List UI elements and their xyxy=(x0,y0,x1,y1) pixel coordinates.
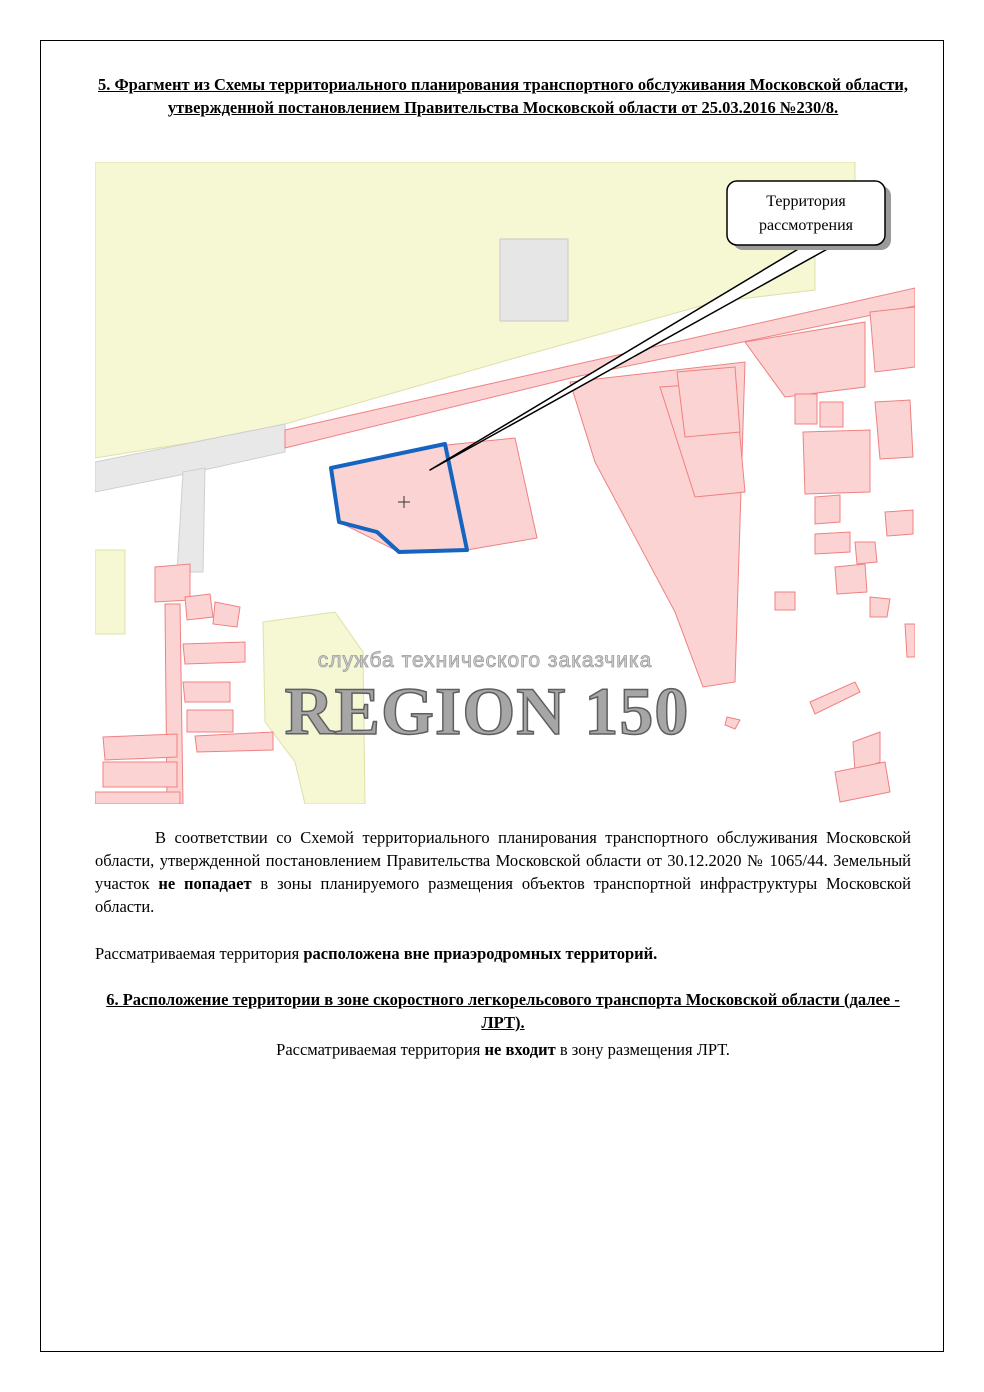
parcel-w3 xyxy=(185,594,213,620)
parcel-r9 xyxy=(885,510,913,536)
parcel-r15 xyxy=(905,624,915,657)
paragraph-bold: расположена вне приаэродромных территорий. xyxy=(303,944,658,963)
parcel-w7 xyxy=(187,710,233,732)
parcel-w8 xyxy=(195,732,273,752)
parcel-w10 xyxy=(103,762,177,787)
watermark-small: служба технического заказчика xyxy=(317,649,653,672)
section-5-heading: 5. Фрагмент из Схемы территориального планирования транспортного обслуживания Московской области, утвержденной постановлением Правительства Московской области от 25.03.2016 №230/8. xyxy=(98,75,908,117)
callout-box xyxy=(727,181,885,245)
watermark-big: REGION 150 xyxy=(284,673,690,749)
grey-block xyxy=(500,239,568,321)
parcel-r3 xyxy=(677,367,740,437)
paragraph-text: В соответствии со Схемой территориального планирования транспортного обслуживания Московской области, утвержденной постановлением Правительства Московской области от 30.12.2020 № 1065/44. Земельный участок xyxy=(95,828,911,893)
parcel-r2 xyxy=(870,307,915,372)
callout-line-1: Территория xyxy=(766,193,846,210)
parcel-r13 xyxy=(775,592,795,610)
parcel-w6 xyxy=(183,682,230,702)
paragraph-bold: не входит xyxy=(484,1040,556,1059)
paragraph-lrt xyxy=(95,1038,911,1061)
section-6-heading: 6. Расположение территории в зоне скоростного легкорельсового транспорта Московской области (далее - ЛРТ). xyxy=(106,990,900,1032)
parcel-w4 xyxy=(213,602,240,627)
paragraph-aerodrome xyxy=(95,942,911,965)
parcel-r12 xyxy=(835,564,867,594)
parcel-r4 xyxy=(803,430,870,494)
callout-line-2: рассмотрения xyxy=(759,217,853,234)
parcel-w9 xyxy=(103,734,177,760)
paragraph-text: Рассматриваемая территория xyxy=(276,1040,485,1059)
parcel-w11 xyxy=(95,792,180,804)
parcel-r8 xyxy=(815,495,840,524)
parcel-r11 xyxy=(855,542,877,564)
map-fragment xyxy=(95,162,915,804)
parcel-r14 xyxy=(870,597,890,617)
parcel-w1 xyxy=(155,564,190,602)
parcel-r10 xyxy=(815,532,850,554)
parcel-r6 xyxy=(795,394,817,424)
parcel-r5 xyxy=(875,400,913,459)
parcel-w5 xyxy=(183,642,245,664)
parcel-r7 xyxy=(820,402,843,427)
paragraph-bold: не попадает xyxy=(158,874,252,893)
paragraph-text: в зону размещения ЛРТ. xyxy=(555,1040,730,1059)
forest-zone-left xyxy=(95,550,125,634)
paragraph-text: Рассматриваемая территория xyxy=(95,944,304,963)
paragraph-transport-scheme xyxy=(95,826,911,918)
paragraph-text: в зоны планируемого размещения объектов транспортной инфраструктуры Московской области. xyxy=(95,874,912,916)
